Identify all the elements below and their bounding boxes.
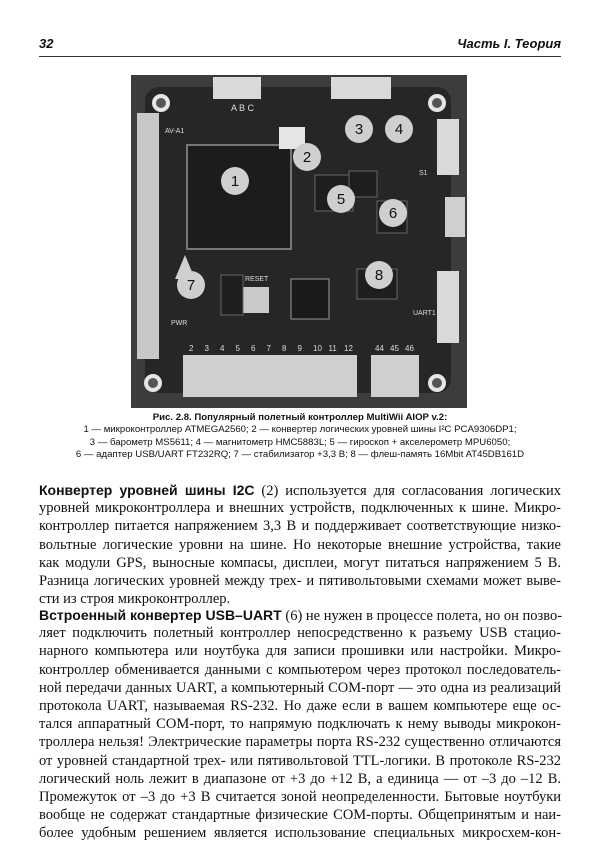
silk-reset: RESET xyxy=(245,276,269,283)
page-header xyxy=(39,36,561,56)
silk-pin-number: 8 xyxy=(282,344,287,353)
silk-pin-number: 2 xyxy=(189,344,194,353)
page-number: 32 xyxy=(39,36,54,51)
figure-caption xyxy=(39,412,561,461)
paragraph-i2c-converter xyxy=(39,481,561,608)
text-line: контроллер обменивается данными с компьютером через протокол последователь- xyxy=(39,661,561,678)
caption-line: 6 — адаптер USB/UART FT232RQ; 7 — стабилизатор +3,3 В; 8 — флеш-память 16Mbit AT45DB161D xyxy=(75,448,525,460)
text-line: Встроенный конвертер USB–UART (6) не нужен в процессе полета, но он позво- xyxy=(39,607,563,624)
text-line: вольтные логические уровни на шине. Но некоторые внешние устройства, такие xyxy=(39,536,561,553)
text-line: вообще не содержат стандартные физические COM-порты. Общепринятым и наи- xyxy=(39,807,561,824)
silk-s1: S1 xyxy=(419,170,428,177)
silk-av: AV-A1 xyxy=(165,128,185,135)
silk-pwr: PWR xyxy=(171,320,188,327)
usb-port xyxy=(445,197,465,237)
component-marker-label: 3 xyxy=(354,121,364,138)
silk-pin-number: 12 xyxy=(344,344,353,353)
connector-top-1 xyxy=(213,77,261,99)
silk-pin-number: 46 xyxy=(405,344,414,353)
silk-pin-number: 7 xyxy=(266,344,271,353)
silk-pin-number: 4 xyxy=(220,344,225,353)
text-line: троллера нельзя! Электрические параметры порта RS-232 существенно отличаются xyxy=(39,734,561,751)
bottom-pin-header-2 xyxy=(371,355,419,397)
caption-line: 1 — микроконтроллер ATMEGA2560; 2 — конвертер логических уровней шины I²C PCA9306DP1; xyxy=(83,424,517,436)
silk-abc: A B C xyxy=(231,103,255,113)
text-line: ной передачи данных UART, а компьютерный COM-порт — это одна из реализаций xyxy=(39,679,561,696)
text-line: уровней микроконтроллера и внешних устройств, подключенных к шине. Микро- xyxy=(39,500,561,517)
component-marker-label: 2 xyxy=(302,149,312,166)
silk-pin-number: 5 xyxy=(235,344,240,353)
silk-pin-number: 45 xyxy=(390,344,399,353)
text-line: тался аппаратный COM-порт, то напрямую подключать к нему выводы микрокон- xyxy=(39,716,561,733)
connector-top-2 xyxy=(331,77,391,99)
text-line: контроллер питается напряжением 3,3 В и поддерживает соответствующие низко- xyxy=(39,518,561,535)
text-line: Разница логических уровней между трех- и пятивольтовыми схемами может выве- xyxy=(39,572,561,589)
chip-atmega2560 xyxy=(187,145,291,249)
flight-controller-board xyxy=(131,75,467,408)
header-rule xyxy=(39,56,561,57)
text-line: протокола UART, называемая RS-232. Но даже если в вашем компьютере еще ос- xyxy=(39,697,561,714)
bottom-pin-header-1 xyxy=(183,355,357,397)
silk-pin-number: 44 xyxy=(375,344,384,353)
caption-line: 3 — барометр MS5611; 4 — магнитометр HMC5883L; 5 — гироскоп + акселерометр MPU6050; xyxy=(89,436,511,448)
component-marker-label: 8 xyxy=(374,267,384,284)
text-line: ляет подключить полетный контроллер непосредственно к разъему USB стацио- xyxy=(39,625,561,642)
silk-pin-number: 11 xyxy=(328,344,337,353)
component-marker-label: 6 xyxy=(388,205,398,222)
text-line: как модули GPS, выносные компасы, дисплеи, могут питаться напряжением 5 В. xyxy=(39,554,561,571)
component-marker-label: 4 xyxy=(394,121,404,138)
silk-uart: UART1 xyxy=(413,310,436,317)
paragraph-usb-uart xyxy=(39,606,561,842)
text-line: более удобным решением является использование специальных микросхем-кон- xyxy=(39,825,561,842)
text-line: сти из строя микроконтроллер. xyxy=(39,591,231,608)
text-line: Промежуток от –3 до +3 В считается зоной неопределенности. Бытовые ноутбуки xyxy=(39,788,561,805)
caption-title: Рис. 2.8. Популярный полетный контроллер MultiWii AIOP v.2: xyxy=(152,412,448,423)
reset-button xyxy=(243,287,269,313)
connector-right-1 xyxy=(437,119,459,175)
silk-pin-numbers xyxy=(189,344,414,353)
component-marker-label: 5 xyxy=(336,191,346,208)
component-marker-label: 7 xyxy=(186,277,196,294)
connector-right-2 xyxy=(437,271,459,343)
figure-photo xyxy=(131,75,467,408)
silk-pin-number: 3 xyxy=(204,344,209,353)
paragraph-lead: Конвертер уровней шины I2C xyxy=(39,482,255,498)
paragraph-lead: Встроенный конвертер USB–UART xyxy=(39,607,282,623)
component-marker-label: 1 xyxy=(230,173,240,190)
text-line: от уровней стандартной трех- или пятивольтовой TTL-логики. В протоколе RS-232 xyxy=(39,752,561,769)
silk-pin-number: 10 xyxy=(313,344,322,353)
running-title: Часть I. Теория xyxy=(457,36,561,51)
silk-pin-number: 9 xyxy=(297,344,302,353)
text-line: Конвертер уровней шины I2C (2) используется для согласования логических xyxy=(39,482,562,499)
text-line: логический ноль лежит в диапазоне от +3 до +12 В, а единица — от –3 до –12 В. xyxy=(39,770,561,787)
text-line: нарного компьютера или ноутбука для записи прошивки или настройки. Микро- xyxy=(39,643,561,660)
silk-pin-number: 6 xyxy=(251,344,256,353)
left-pin-header xyxy=(137,113,159,359)
